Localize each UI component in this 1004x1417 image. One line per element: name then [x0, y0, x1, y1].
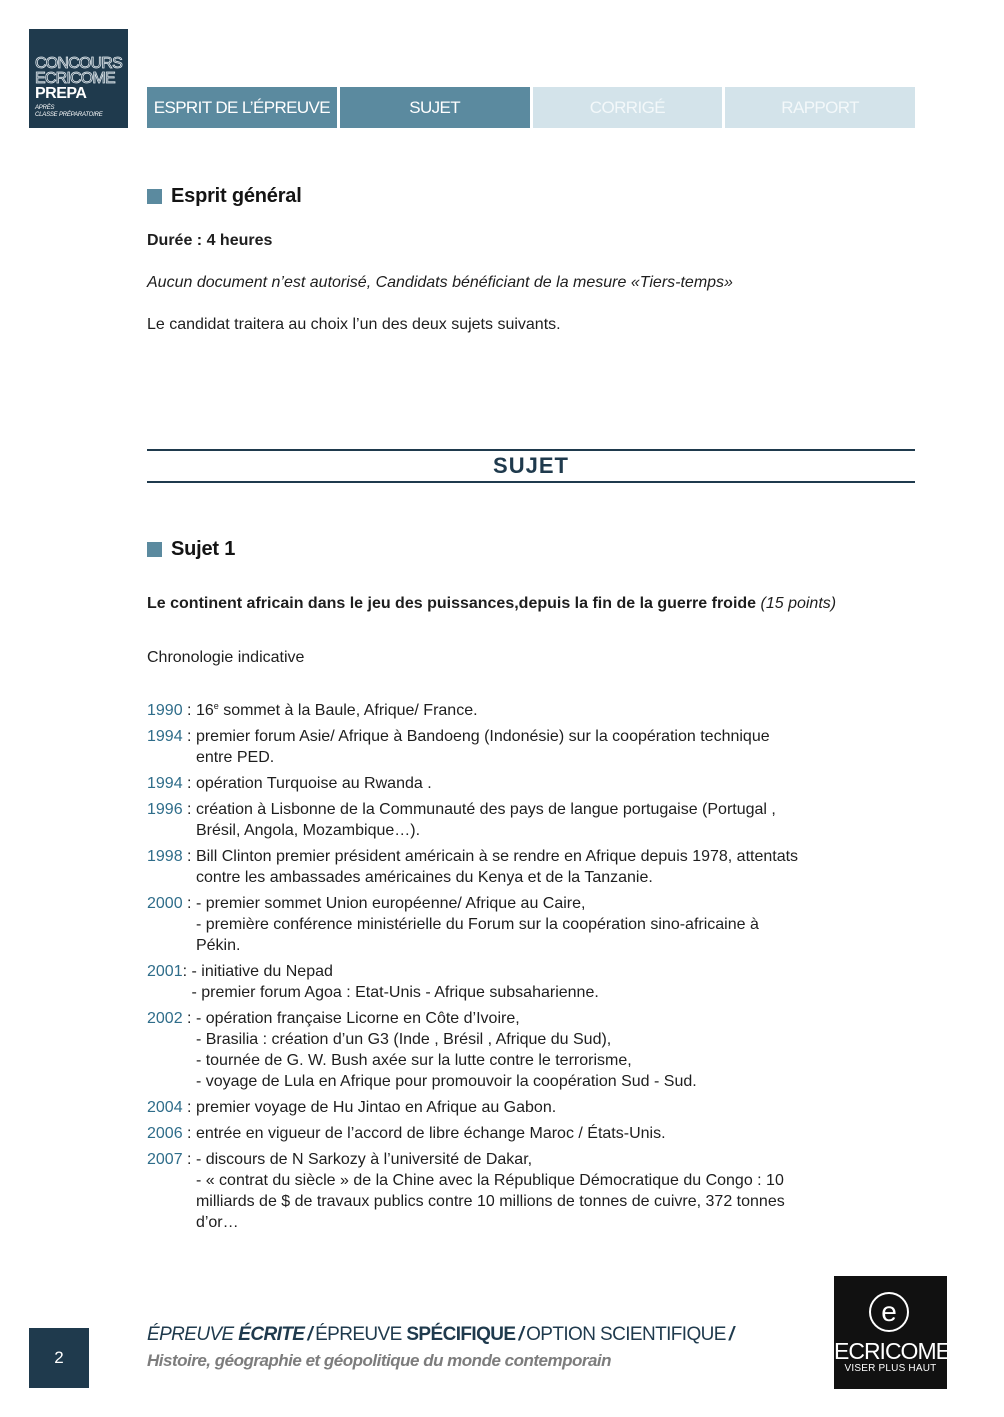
timeline-text [196, 700, 917, 721]
esprit-heading-row [147, 185, 302, 208]
timeline-line: Bill Clinton premier président américain à se rendre en Afrique depuis 1978, attentats [195, 848, 799, 865]
esprit-heading: Esprit général [171, 185, 302, 207]
timeline-line: - opération française Licorne en Côte d’Ivoire, [195, 1010, 520, 1027]
timeline-line: - discours de N Sarkozy à l’université de Dakar, [195, 1151, 533, 1168]
timeline-entry [147, 893, 917, 956]
timeline-separator: : [182, 1010, 196, 1027]
timeline-year: 1996 [147, 801, 183, 818]
timeline-text [196, 726, 917, 768]
timeline-entry [147, 1123, 917, 1144]
timeline-line: d’or… [195, 1214, 239, 1231]
timeline-year: 1990 [147, 702, 183, 719]
timeline-line: - premier sommet Union européenne/ Afrique au Caire, [195, 895, 586, 912]
timeline-year: 2004 [147, 1099, 183, 1116]
timeline-separator: : [182, 963, 192, 980]
logo-line-ecricome: ECRICOME [35, 70, 115, 87]
timeline-text [196, 773, 917, 794]
timeline-separator: : [182, 1125, 196, 1142]
timeline-line: opération Turquoise au Rwanda . [195, 775, 432, 792]
timeline-year: 1994 [147, 728, 183, 745]
ecricome-name: ECRICOME [834, 1338, 950, 1364]
sujet1-title [147, 594, 836, 614]
tab-corrige[interactable]: CORRIGÉ [533, 87, 723, 128]
timeline-entry [147, 846, 917, 888]
chronology-label: Chronologie indicative [147, 649, 305, 666]
timeline-text [196, 846, 917, 888]
timeline-year: 2007 [147, 1151, 183, 1168]
timeline-text [196, 1097, 917, 1118]
logo-line-concours: CONCOURS [35, 55, 122, 72]
timeline-separator: : [182, 775, 196, 792]
logo-line-prepa: PREPA [35, 85, 87, 102]
timeline-separator: : [182, 801, 196, 818]
timeline-line: - voyage de Lula en Afrique pour promouvoir la coopération Sud - Sud. [195, 1073, 697, 1090]
footer-subject: Histoire, géographie et géopolitique du monde contemporain [147, 1351, 612, 1370]
timeline-line: - premier forum Agoa : Etat-Unis - Afrique subsaharienne. [191, 984, 599, 1001]
timeline-text [196, 1123, 917, 1144]
timeline-line: 16e sommet à la Baule, Afrique/ France. [195, 701, 478, 719]
timeline-line: entrée en vigueur de l’accord de libre échange Maroc / États-Unis. [195, 1125, 666, 1142]
timeline-line: premier forum Asie/ Afrique à Bandoeng (Indonésie) sur la coopération technique [195, 728, 770, 745]
ecricome-e-icon: e [869, 1292, 909, 1332]
timeline-separator: : [182, 702, 196, 719]
timeline-separator: : [182, 1099, 196, 1116]
timeline-entry [147, 799, 917, 841]
timeline-year: 1998 [147, 848, 183, 865]
sujet1-heading-row [147, 538, 235, 561]
timeline-text [196, 1008, 917, 1092]
timeline-line: - tournée de G. W. Bush axée sur la lutte contre le terrorisme, [195, 1052, 632, 1069]
instruction-text: Le candidat traitera au choix l’un des deux sujets suivants. [147, 316, 561, 333]
timeline-text [196, 893, 917, 956]
tab-rapport[interactable]: RAPPORT [725, 87, 915, 128]
timeline-entry [147, 1149, 917, 1233]
sujet-banner-title: SUJET [493, 453, 569, 478]
timeline-line: - première conférence ministérielle du Forum sur la coopération sino-africaine à [195, 916, 759, 933]
ecricome-logo [834, 1276, 950, 1389]
timeline-year: 2006 [147, 1125, 183, 1142]
timeline-separator: : [182, 895, 196, 912]
timeline-text [196, 799, 917, 841]
timeline-line: - Brasilia : création d’un G3 (Inde , Brésil , Afrique du Sud), [195, 1031, 612, 1048]
timeline-text [191, 961, 917, 1003]
duree-text: Durée : 4 heures [147, 232, 273, 249]
chronology-list [147, 700, 917, 1238]
timeline-entry [147, 1097, 917, 1118]
square-bullet-icon [147, 542, 162, 557]
timeline-separator: : [182, 728, 196, 745]
timeline-separator: : [182, 848, 196, 865]
timeline-entry [147, 961, 917, 1003]
timeline-line: Brésil, Angola, Mozambique…). [195, 822, 421, 839]
timeline-year: 2002 [147, 1010, 183, 1027]
timeline-line: - « contrat du siècle » de la Chine avec la République Démocratique du Congo : 10 [195, 1172, 784, 1189]
banner-top-rule [147, 449, 915, 451]
logo-line-apres: APRÈS CLASSE PRÉPARATOIRE [35, 105, 103, 118]
timeline-line: contre les ambassades américaines du Kenya et de la Tanzanie. [195, 869, 653, 886]
timeline-line: milliards de $ de travaux publics contre 10 millions de tonnes de cuivre, 372 tonnes [195, 1193, 785, 1210]
timeline-line: - initiative du Nepad [191, 963, 333, 980]
document-note: Aucun document n’est autorisé, Candidats bénéficiant de la mesure «Tiers-temps» [147, 274, 733, 291]
ordinal-superscript: e [213, 701, 219, 711]
square-bullet-icon [147, 189, 162, 204]
sujet1-points: (15 points) [756, 595, 837, 612]
banner-bottom-rule [147, 481, 915, 483]
tab-esprit[interactable]: ESPRIT DE L’ÉPREUVE [147, 87, 337, 128]
sujet1-title-main: Le continent africain dans le jeu des puissances,depuis la fin de la guerre froide [147, 595, 757, 612]
timeline-line: premier voyage de Hu Jintao en Afrique au Gabon. [195, 1099, 557, 1116]
timeline-entry [147, 1008, 917, 1092]
timeline-separator: : [182, 1151, 196, 1168]
timeline-entry [147, 726, 917, 768]
page-number: 2 [29, 1328, 89, 1388]
timeline-entry [147, 773, 917, 794]
timeline-year: 2000 [147, 895, 183, 912]
section-tabs [147, 87, 915, 128]
timeline-year: 1994 [147, 775, 183, 792]
timeline-year: 2001 [147, 963, 183, 980]
timeline-entry [147, 700, 917, 721]
concours-logo [29, 29, 128, 128]
sujet1-heading: Sujet 1 [171, 538, 236, 560]
timeline-line: création à Lisbonne de la Communauté des pays de langue portugaise (Portugal , [195, 801, 776, 818]
timeline-line: entre PED. [195, 749, 275, 766]
footer-exam-type: ÉPREUVE ÉCRITE / ÉPREUVE SPÉCIFIQUE / OPTION SCIENTIFIQUE / [147, 1324, 734, 1345]
tab-sujet[interactable]: SUJET [340, 87, 530, 128]
timeline-line: Pékin. [195, 937, 241, 954]
ecricome-tagline: VISER PLUS HAUT [844, 1363, 937, 1374]
timeline-text [196, 1149, 917, 1233]
